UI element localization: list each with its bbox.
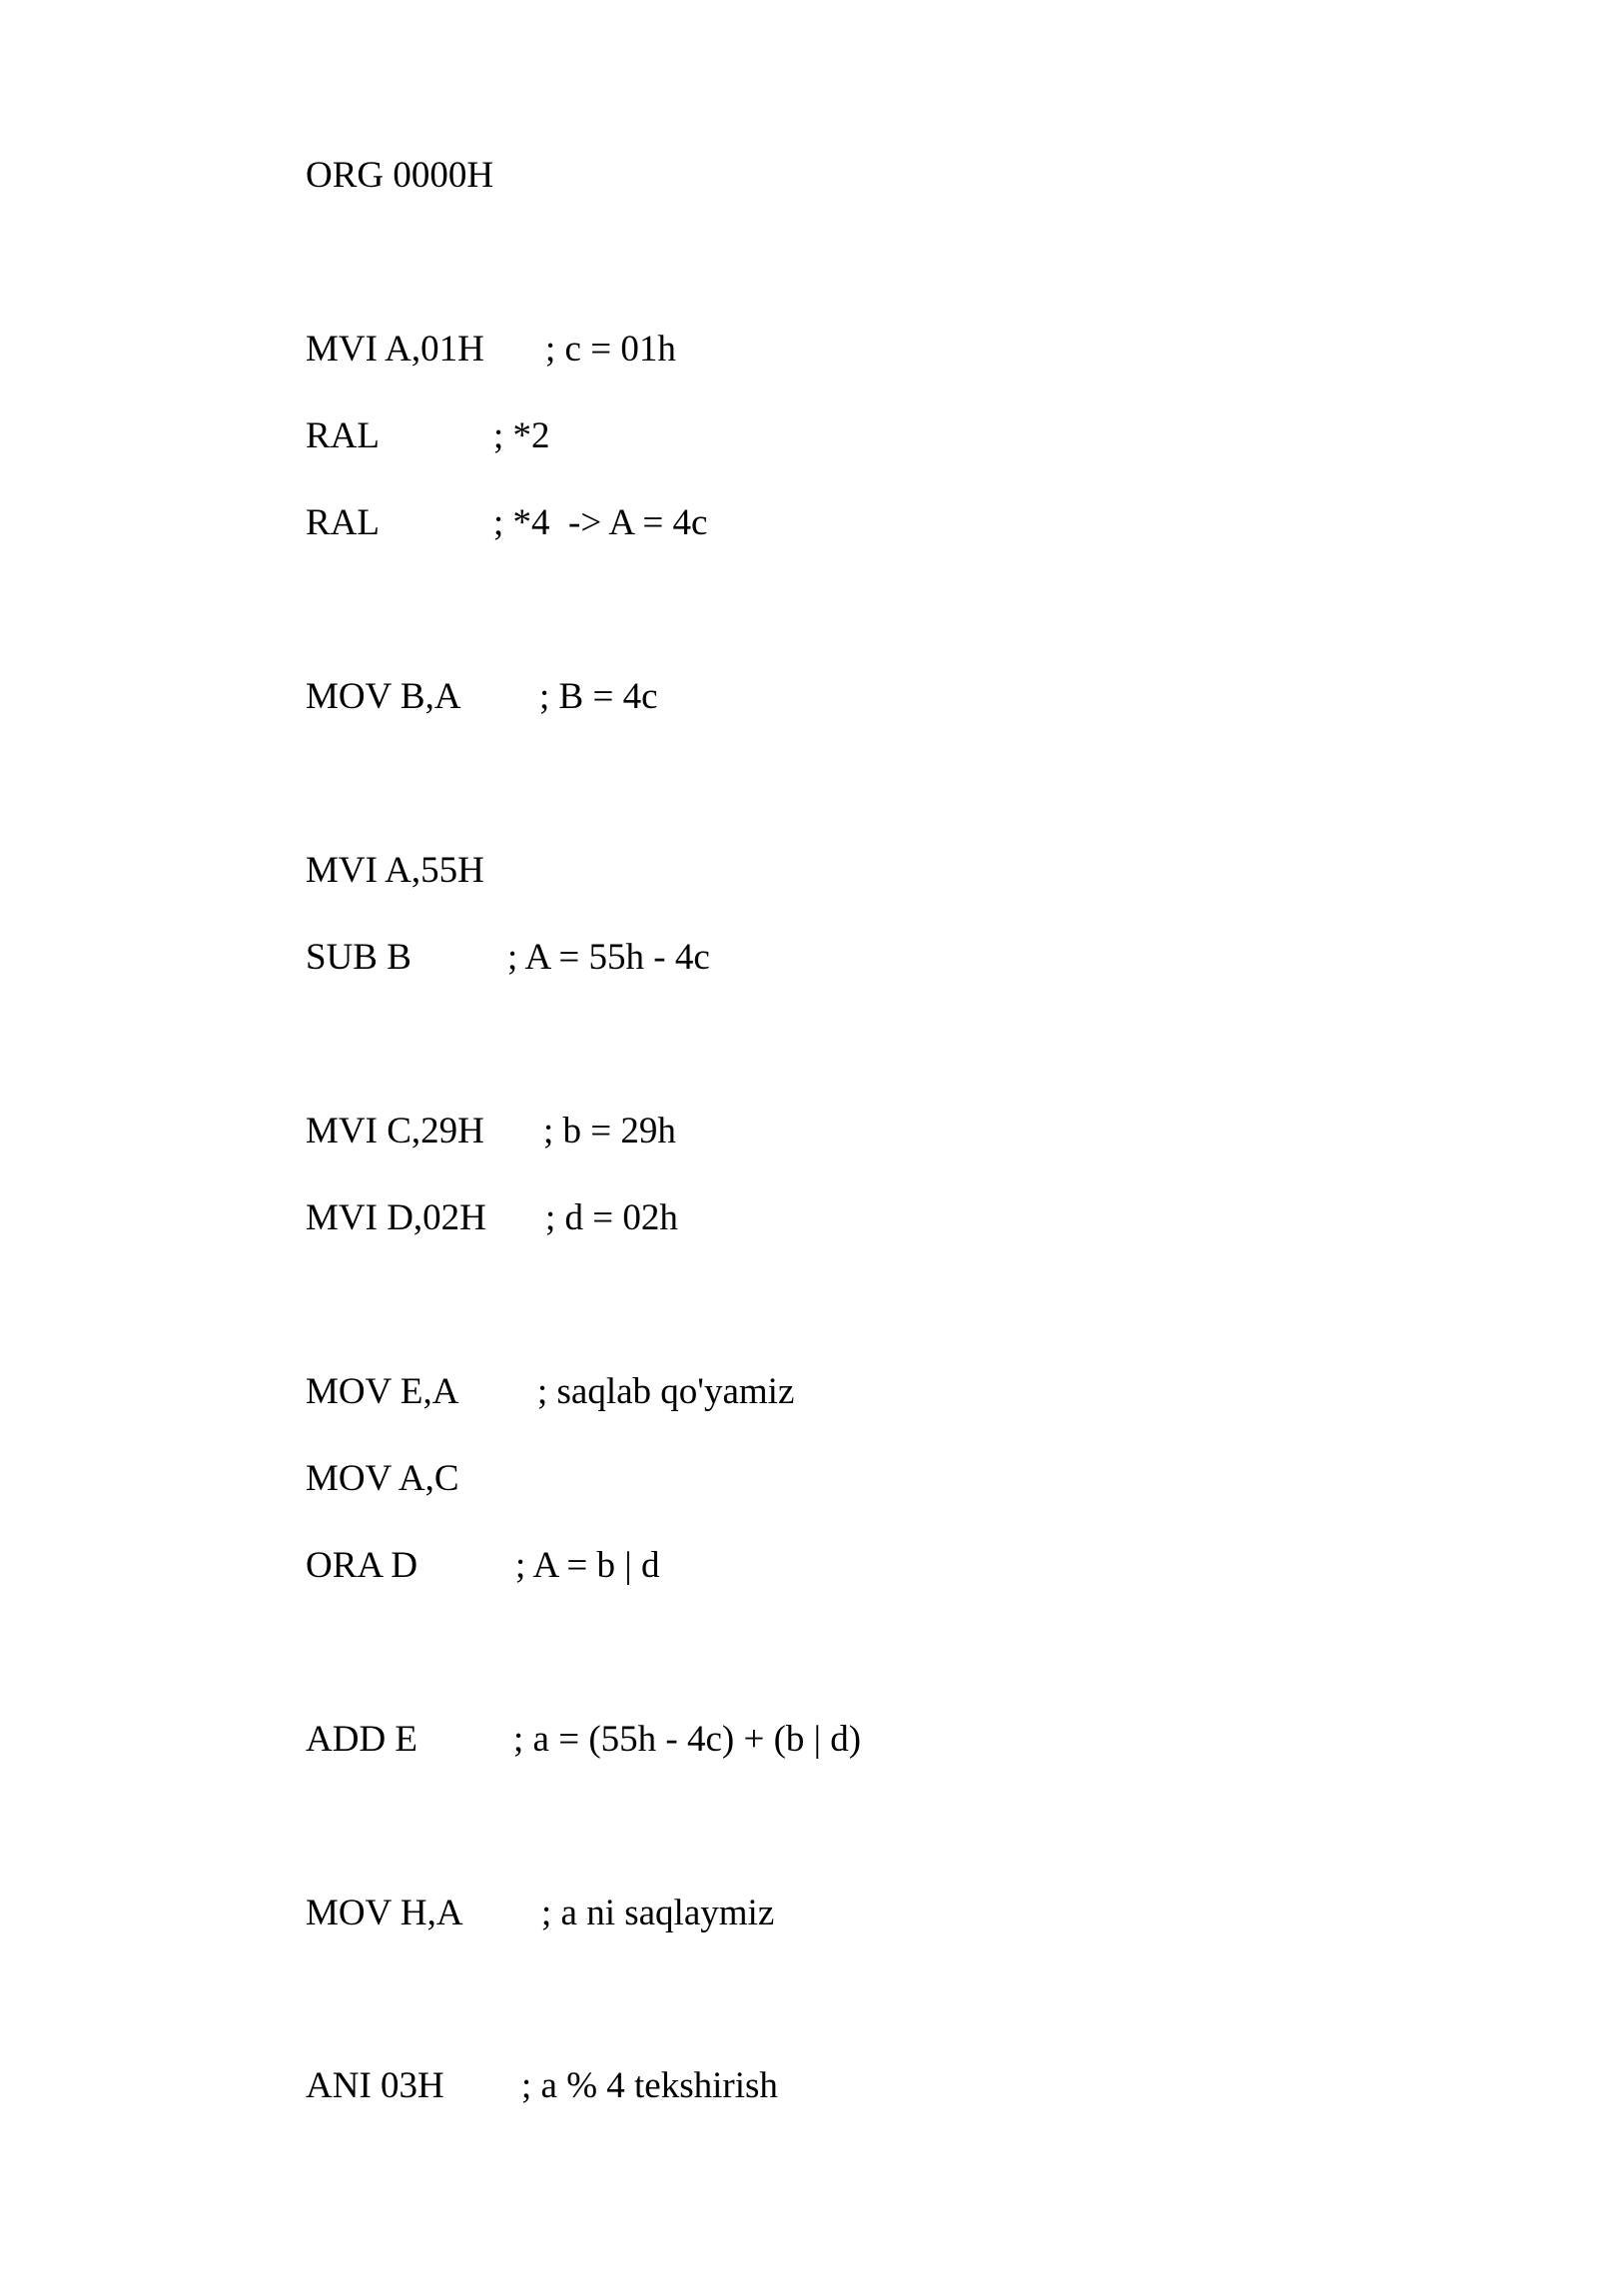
comment-text: ; A = 55h - 4c (507, 937, 710, 978)
instruction-text: MOV A,C (306, 1458, 459, 1499)
code-line (306, 406, 550, 466)
comment-text: ; saqlab qo'yamiz (537, 1371, 795, 1412)
code-line (306, 146, 494, 206)
instruction-text: MOV H,A (306, 1893, 463, 1933)
instruction-text: RAL (306, 415, 380, 456)
comment-text: ; A = b | d (515, 1545, 660, 1586)
comment-text: ; c = 01h (545, 329, 676, 370)
comment-text: ; B = 4c (539, 676, 658, 717)
code-line (306, 928, 710, 988)
instruction-text: MOV E,A (306, 1371, 459, 1412)
comment-text: ; *2 (493, 415, 550, 456)
comment-text: ; a % 4 tekshirish (521, 2065, 778, 2106)
instruction-text: SUB B (306, 937, 411, 978)
code-line (306, 1536, 660, 1596)
code-line (306, 2056, 778, 2116)
comment-text: ; a ni saqlaymiz (541, 1893, 775, 1933)
instruction-text: ADD E (306, 1719, 418, 1760)
instruction-text: ORA D (306, 1545, 418, 1586)
code-line (306, 667, 658, 727)
comment-text: ; b = 29h (543, 1111, 676, 1151)
code-line (306, 1362, 795, 1422)
code-line (306, 1710, 862, 1770)
code-line (306, 493, 708, 553)
comment-text: ; a = (55h - 4c) + (b | d) (513, 1719, 862, 1760)
instruction-text: ORG 0000H (306, 155, 494, 196)
comment-text: ; *4 -> A = 4c (493, 502, 708, 543)
code-line (306, 1102, 676, 1161)
instruction-text: ANI 03H (306, 2065, 444, 2106)
instruction-text: RAL (306, 502, 380, 543)
instruction-text: MVI A,01H (306, 329, 484, 370)
instruction-text: MOV B,A (306, 676, 461, 717)
code-line (306, 320, 676, 380)
code-line (306, 1449, 459, 1509)
instruction-text: MVI D,02H (306, 1197, 486, 1238)
instruction-text: MVI A,55H (306, 850, 484, 891)
comment-text: ; d = 02h (545, 1197, 678, 1238)
instruction-text: MVI C,29H (306, 1111, 484, 1151)
code-line (306, 841, 484, 901)
code-line (306, 1188, 678, 1248)
code-line (306, 1884, 775, 1943)
